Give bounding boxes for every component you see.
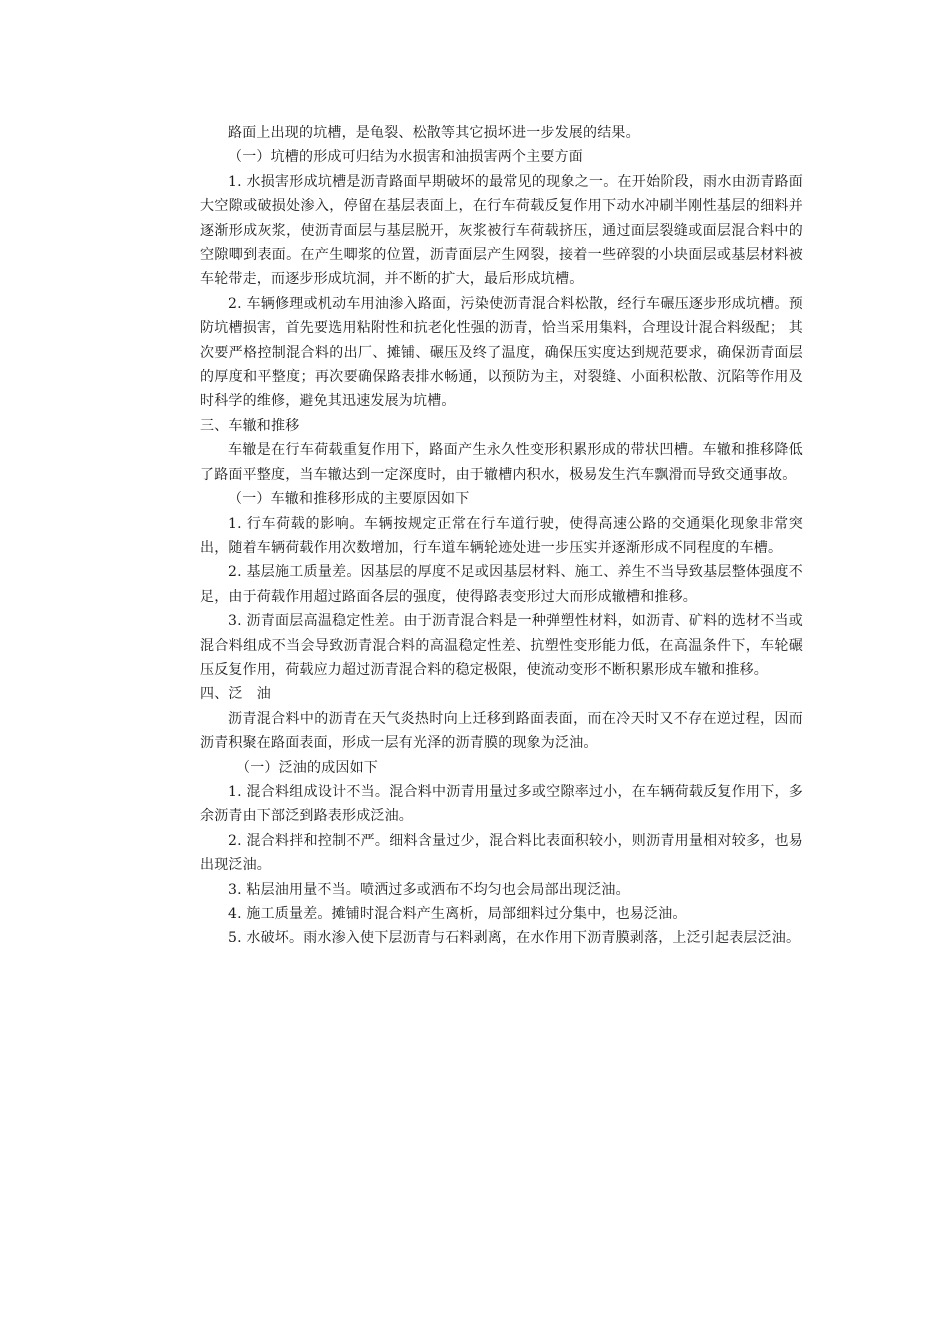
paragraph-bleeding-cause-1: 1. 混合料组成设计不当。混合料中沥青用量过多或空隙率过小，在车辆荷载反复作用下，多余沥青由下部泛到路表形成泛油。 — [200, 783, 803, 825]
paragraph-rutting-cause-3: 3. 沥青面层高温稳定性差。由于沥青混合料是一种弹塑性材料，如沥青、矿料的选材不当或混合料组成不当会导致沥青混合料的高温稳定性差、抗塑性变形能力低，在高温条件下，车轮碾压反复作用，荷载应力超过沥青混合料的稳定极限，使流动变形不断积累形成车辙和推移。 — [200, 613, 803, 678]
subheading-bleeding-causes: （一）泛油的成因如下 — [236, 759, 378, 776]
section-heading-bleeding: 四、泛 油 — [200, 686, 271, 703]
paragraph-bleeding-cause-4: 4. 施工质量差。摊铺时混合料产生离析，局部细料过分集中，也易泛油。 — [228, 906, 687, 922]
paragraph-bleeding-cause-5: 5. 水破坏。雨水渗入使下层沥青与石料剥离，在水作用下沥青膜剥落，上泛引起表层泛油。 — [228, 930, 801, 947]
document-page — [200, 121, 803, 951]
paragraph-bleeding-cause-3: 3. 粘层油用量不当。喷洒过多或洒布不均匀也会局部出现泛油。 — [228, 881, 630, 898]
paragraph-rutting-definition: 车辙是在行车荷载重复作用下，路面产生永久性变形积累形成的带状凹槽。车辙和推移降低了路面平整度，当车辙达到一定深度时，由于辙槽内积水，极易发生汽车飘滑而导致交通事故。 — [200, 442, 803, 483]
paragraph-bleeding-cause-2: 2. 混合料拌和控制不严。细料含量过少，混合料比表面积较小，则沥青用量相对较多，也易出现泛油。 — [200, 832, 803, 874]
paragraph-oil-damage: 2. 车辆修理或机动车用油渗入路面，污染使沥青混合料松散，经行车碾压逐步形成坑槽。预防坑槽损害，首先要选用粘附性和抗老化性强的沥青，恰当采用集料，合理设计混合料级配； 其次要严格控制混合料的出厂、摊铺、碾压及终了温度，确保压实度达到规范要求，确保沥青面层的厚度和平整度；再次要确保路表排水畅通，以预防为主，对裂缝、小面积松散、沉陷等作用及时科学的维修，避免其迅速发展为坑槽。 — [200, 295, 803, 410]
section-heading-rutting: 三、车辙和推移 — [200, 417, 300, 434]
paragraph-bleeding-definition: 沥青混合料中的沥青在天气炎热时向上迁移到路面表面，而在冷天时又不存在逆过程，因而沥青积聚在路面表面，形成一层有光泽的沥青膜的现象为泛油。 — [200, 710, 803, 752]
subheading-rutting-causes: （一）车辙和推移形成的主要原因如下 — [228, 491, 470, 508]
paragraph-rutting-cause-2: 2. 基层施工质量差。因基层的厚度不足或因基层材料、施工、养生不当导致基层整体强度不足，由于荷载作用超过路面各层的强度，使得路表变形过大而形成辙槽和推移。 — [200, 564, 803, 605]
paragraph-rutting-cause-1: 1. 行车荷载的影响。车辆按规定正常在行车道行驶，使得高速公路的交通渠化现象非常突出，随着车辆荷载作用次数增加，行车道车辆轮迹处进一步压实并逐渐形成不同程度的车槽。 — [200, 515, 803, 556]
subheading-pothole-causes: （一）坑槽的形成可归结为水损害和油损害两个主要方面 — [228, 149, 583, 166]
paragraph-1: 路面上出现的坑槽，是龟裂、松散等其它损坏进一步发展的结果。 — [228, 125, 640, 141]
paragraph-water-damage: 1. 水损害形成坑槽是沥青路面早期破坏的最常见的现象之一。在开始阶段，雨水由沥青路面大空隙或破损处渗入，停留在基层表面上，在行车荷载反复作用下动水冲刷半刚性基层的细料并逐渐形成灰浆，使沥青面层与基层脱开，灰浆被行车荷载挤压，通过面层裂缝或面层混合料中的空隙唧到表面。在产生唧浆的位置，沥青面层产生网裂，接着一些碎裂的小块面层或基层材料被车轮带走，而逐步形成坑洞，并不断的扩大，最后形成坑槽。 — [200, 173, 803, 288]
